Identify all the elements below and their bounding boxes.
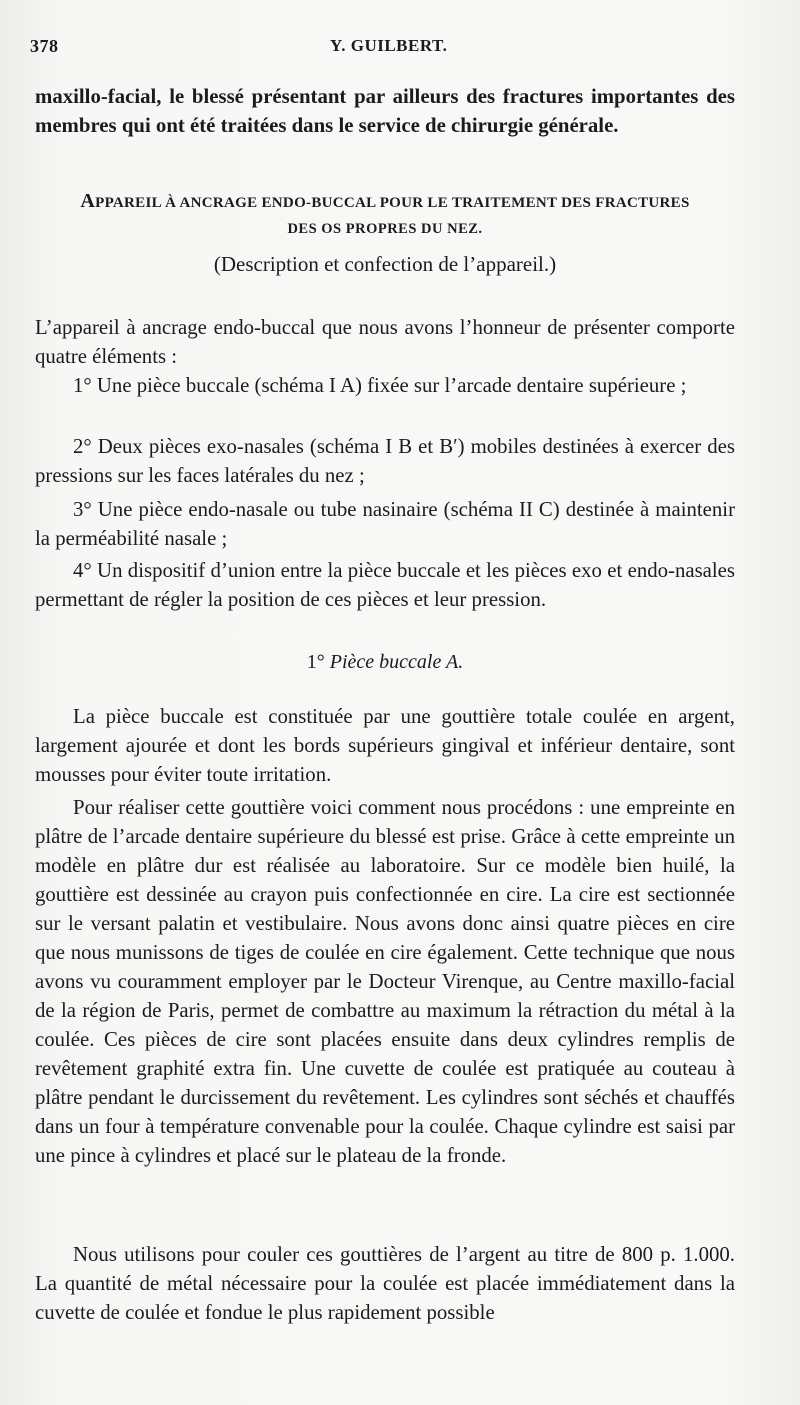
- subsection-heading: [35, 651, 735, 674]
- list-item-4: 4° Un dispositif d’union entre la pièce buccale et les pièces exo et endo-nasales permettant de régler la position de ces pièces et leur pression.: [35, 559, 735, 611]
- paragraph-2: La pièce buccale est constituée par une gouttière totale coulée en argent, largement ajourée et dont les bords supérieurs gingival et inférieur dentaire, sont mousses pour éviter toute irritation.: [35, 705, 735, 786]
- paragraph-4: Nous utilisons pour couler ces gouttières de l’argent au titre de 800 p. 1.000. La quantité de métal nécessaire pour la coulée est placée immédiatement dans la cuvette de coulée et fondue le plus rapidement possible: [35, 1243, 735, 1324]
- page-header: [30, 36, 770, 66]
- paragraph-3: Pour réaliser cette gouttière voici comment nous procédons : une empreinte en plâtre de l’arcade dentaire supérieure du blessé est prise. Grâce à cette empreinte un modèle en plâtre dur est réalisée au laboratoire. Sur ce modèle bien huilé, la gouttière est dessinée au crayon puis confectionnée en cire. La cire est sectionnée sur le versant palatin et vestibulaire. Nous avons donc ainsi quatre pièces en cire que nous munissons de tiges de coulée en cire également. Cette technique que nous avons vu couramment employer par le Docteur Virenque, au Centre maxillo-facial de la région de Paris, permet de combattre au maximum la rétraction du métal à la coulée. Ces pièces de cire sont placées ensuite dans deux cylindres remplis de revêtement graphité extra fin. Une cuvette de coulée est pratiquée au couteau à plâtre pendant le durcissement du revêtement. Les cylindres sont séchés et chauffés dans un four à température convenable pour la coulée. Chaque cylindre est saisi par une pince à cylindres et placé sur le plateau de la fronde.: [35, 796, 735, 1167]
- list-item-3: 3° Une pièce endo-nasale ou tube nasinaire (schéma II C) destinée à maintenir la perméabilité nasale ;: [35, 498, 735, 550]
- subsection-title: Pièce buccale A.: [329, 651, 464, 673]
- section-title-rest: PPAREIL À ANCRAGE ENDO-BUCCAL POUR LE TRAITEMENT DES FRACTURES: [95, 195, 690, 211]
- subsection-number: 1°: [306, 651, 325, 673]
- intro-paragraph: maxillo-facial, le blessé présentant par ailleurs des fractures importantes des membres qui ont été traitées dans le service de chirurgie générale.: [35, 85, 735, 137]
- list-item-2: 2° Deux pièces exo-nasales (schéma I B et B′) mobiles destinées à exercer des pressions sur les faces latérales du nez ;: [35, 435, 735, 487]
- list-item-1: 1° Une pièce buccale (schéma I A) fixée sur l’arcade dentaire supérieure ;: [73, 374, 687, 397]
- running-head: Y. GUILBERT.: [330, 36, 448, 55]
- section-title-line2: DES OS PROPRES DU NEZ.: [287, 221, 483, 237]
- page-number: 378: [30, 36, 59, 56]
- paragraph-1: L’appareil à ancrage endo-buccal que nous avons l’honneur de présenter comporte quatre éléments :: [35, 316, 735, 368]
- section-title-initial: A: [80, 190, 96, 212]
- section-subtitle: (Description et confection de l’appareil.): [213, 252, 557, 276]
- section-title-line1: [35, 190, 735, 213]
